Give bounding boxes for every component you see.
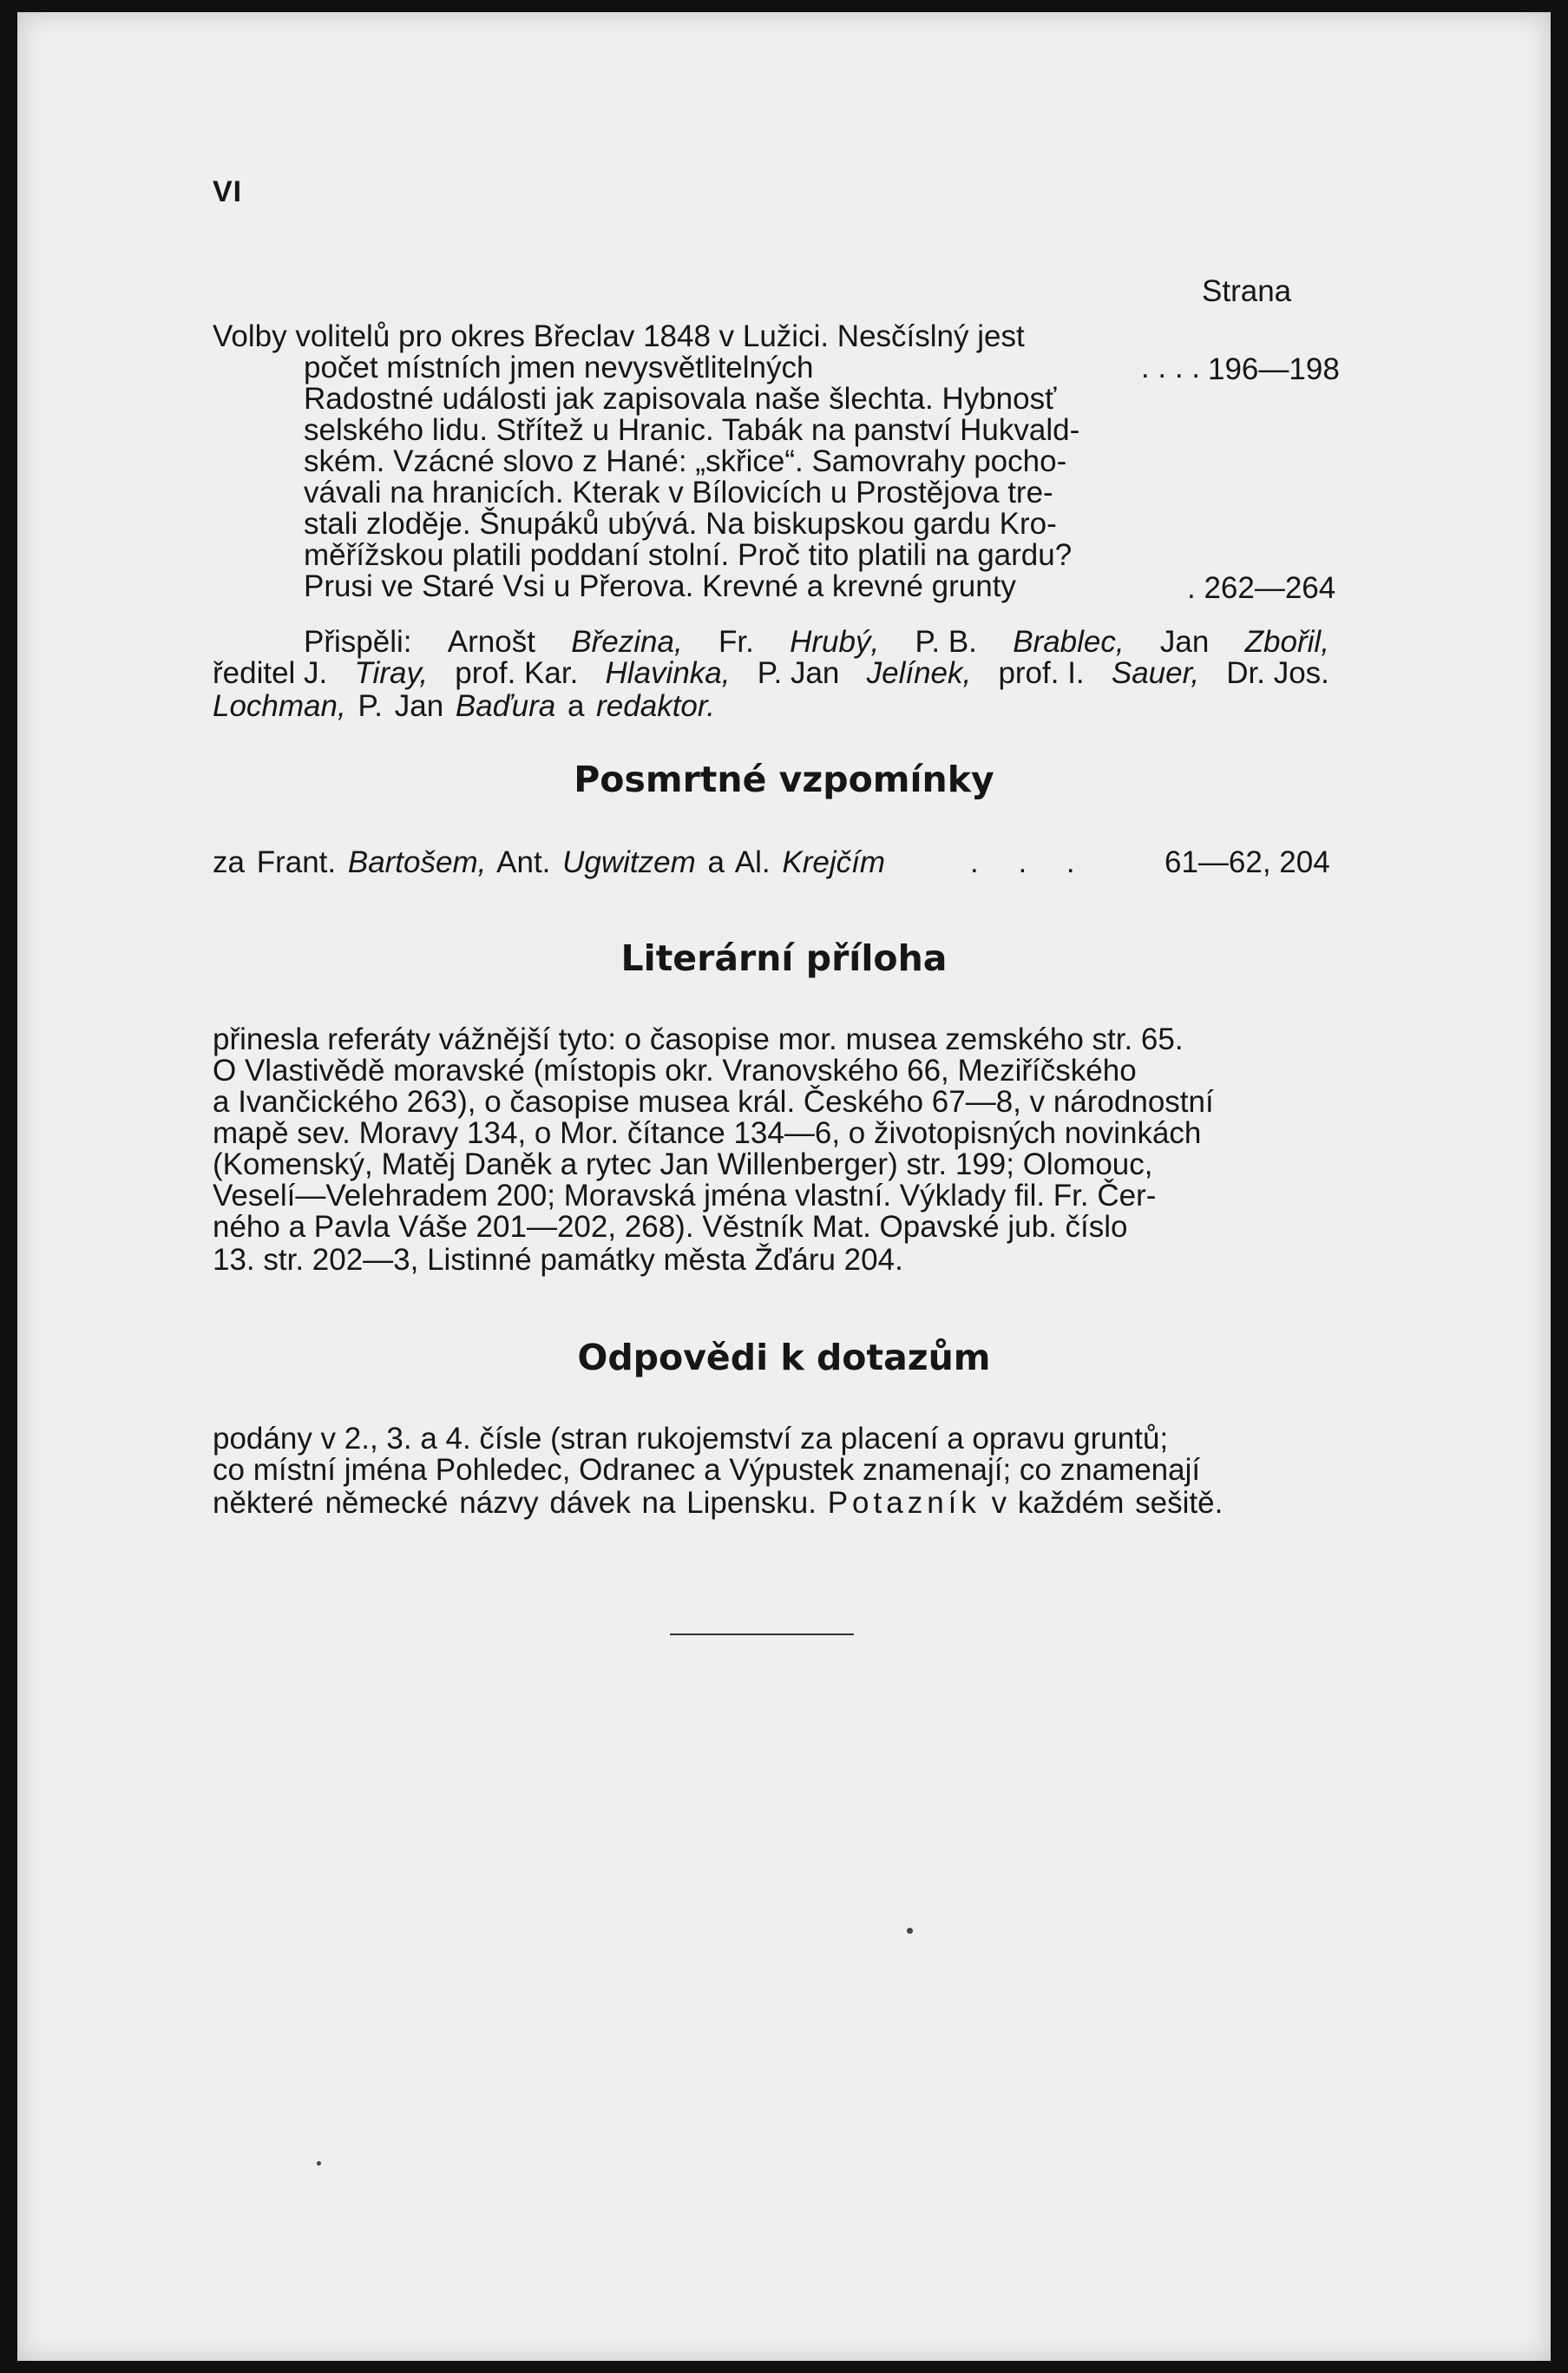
entry-radostne-pages: . 262—264: [1187, 571, 1336, 605]
contributors-line-2: ředitel J. Tiray, prof. Kar. Hlavinka, P. Jan Jelínek, prof. I. Sauer, Dr. Jos.: [213, 656, 1329, 690]
literarni-line-5: (Komenský, Matěj Daněk a rytec Jan Willenberger) str. 199; Olomouc,: [213, 1147, 1153, 1181]
odpovedi-line-3: některé německé názvy dávek na Lipensku. Potazník v každém sešitě.: [213, 1486, 1224, 1520]
entry-volby-line-1: Volby volitelů pro okres Břeclav 1848 v Lužici. Nesčíslný jest: [213, 319, 1025, 353]
potaznik-spaced: Potazník: [827, 1486, 981, 1520]
page: [17, 12, 1551, 2361]
entry-radostne-line-3: ském. Vzácné slovo z Hané: „skřice“. Samovrahy pocho-: [304, 444, 1067, 478]
entry-radostne-line-4: vávali na hranicích. Kterak v Bílovicích u Prostějova tre-: [304, 476, 1053, 509]
contributors-line-1: Přispěli: Arnošt Březina, Fr. Hrubý, P. B. Brablec, Jan Zbořil,: [304, 625, 1329, 659]
literarni-line-4: mapě sev. Moravy 134, o Mor. čítance 134—6, o životopisných novinkách: [213, 1116, 1202, 1150]
literarni-line-6: Veselí—Velehradem 200; Moravská jména vlastní. Výklady fil. Fr. Čer-: [213, 1179, 1157, 1213]
entry-radostne-line-5: stali zloděje. Šnupáků ubývá. Na biskupskou gardu Kro-: [304, 507, 1057, 541]
entry-radostne-line-2: selského lidu. Střítež u Hranic. Tabák na panství Hukvald-: [304, 413, 1080, 447]
odpovedi-line-2: co místní jména Pohledec, Odranec a Výpustek znamenají; co znamenají: [213, 1453, 1201, 1487]
posmrtne-pages: 61—62, 204: [1165, 845, 1330, 879]
literarni-line-7: ného a Pavla Váše 201—202, 268). Věstník Mat. Opavské jub. číslo: [213, 1210, 1128, 1244]
literarni-line-3: a Ivančického 263), o časopise musea král. Českého 67—8, v národnostní: [213, 1085, 1214, 1119]
column-header-strana: Strana: [1202, 274, 1292, 308]
contributors-line-3: Lochman, P. Jan Baďura a redaktor.: [213, 689, 715, 723]
section-heading-literarni: Literární příloha: [620, 937, 948, 979]
literarni-line-1: přinesla referáty vážnější tyto: o časopise mor. musea zemského str. 65.: [213, 1022, 1184, 1056]
entry-radostne-line-1: Radostné události jak zapisovala naše šlechta. Hybnosť: [304, 382, 1057, 416]
print-speck: [907, 1928, 913, 1934]
entry-radostne-line-7: Prusi ve Staré Vsi u Přerova. Krevné a krevné grunty: [304, 569, 1016, 603]
closing-rule: [670, 1633, 854, 1635]
literarni-line-2: O Vlastivědě moravské (místopis okr. Vranovského 66, Meziříčského: [213, 1054, 1137, 1088]
section-heading-posmrtne: Posmrtné vzpomínky: [574, 759, 994, 800]
entry-volby-pages: 196—198: [1208, 352, 1340, 386]
odpovedi-line-1: podány v 2., 3. a 4. čísle (stran rukojemství za placení a opravu gruntů;: [213, 1422, 1169, 1456]
entry-radostne-line-6: měřížskou platili poddaní stolní. Proč tito platili na gardu?: [304, 538, 1073, 572]
section-heading-odpovedi: Odpovědi k dotazům: [577, 1337, 991, 1378]
page-number: VI: [213, 175, 243, 208]
posmrtne-dots: . . .: [970, 845, 1091, 879]
print-speck: [317, 2161, 321, 2166]
literarni-line-8: 13. str. 202—3, Listinné památky města Žďáru 204.: [213, 1243, 903, 1277]
entry-volby-line-2: počet místních jmen nevysvětlitelných . . . .: [304, 351, 1200, 385]
posmrtne-line: za Frant. Bartošem, Ant. Ugwitzem a Al. Krejčím: [213, 845, 885, 879]
